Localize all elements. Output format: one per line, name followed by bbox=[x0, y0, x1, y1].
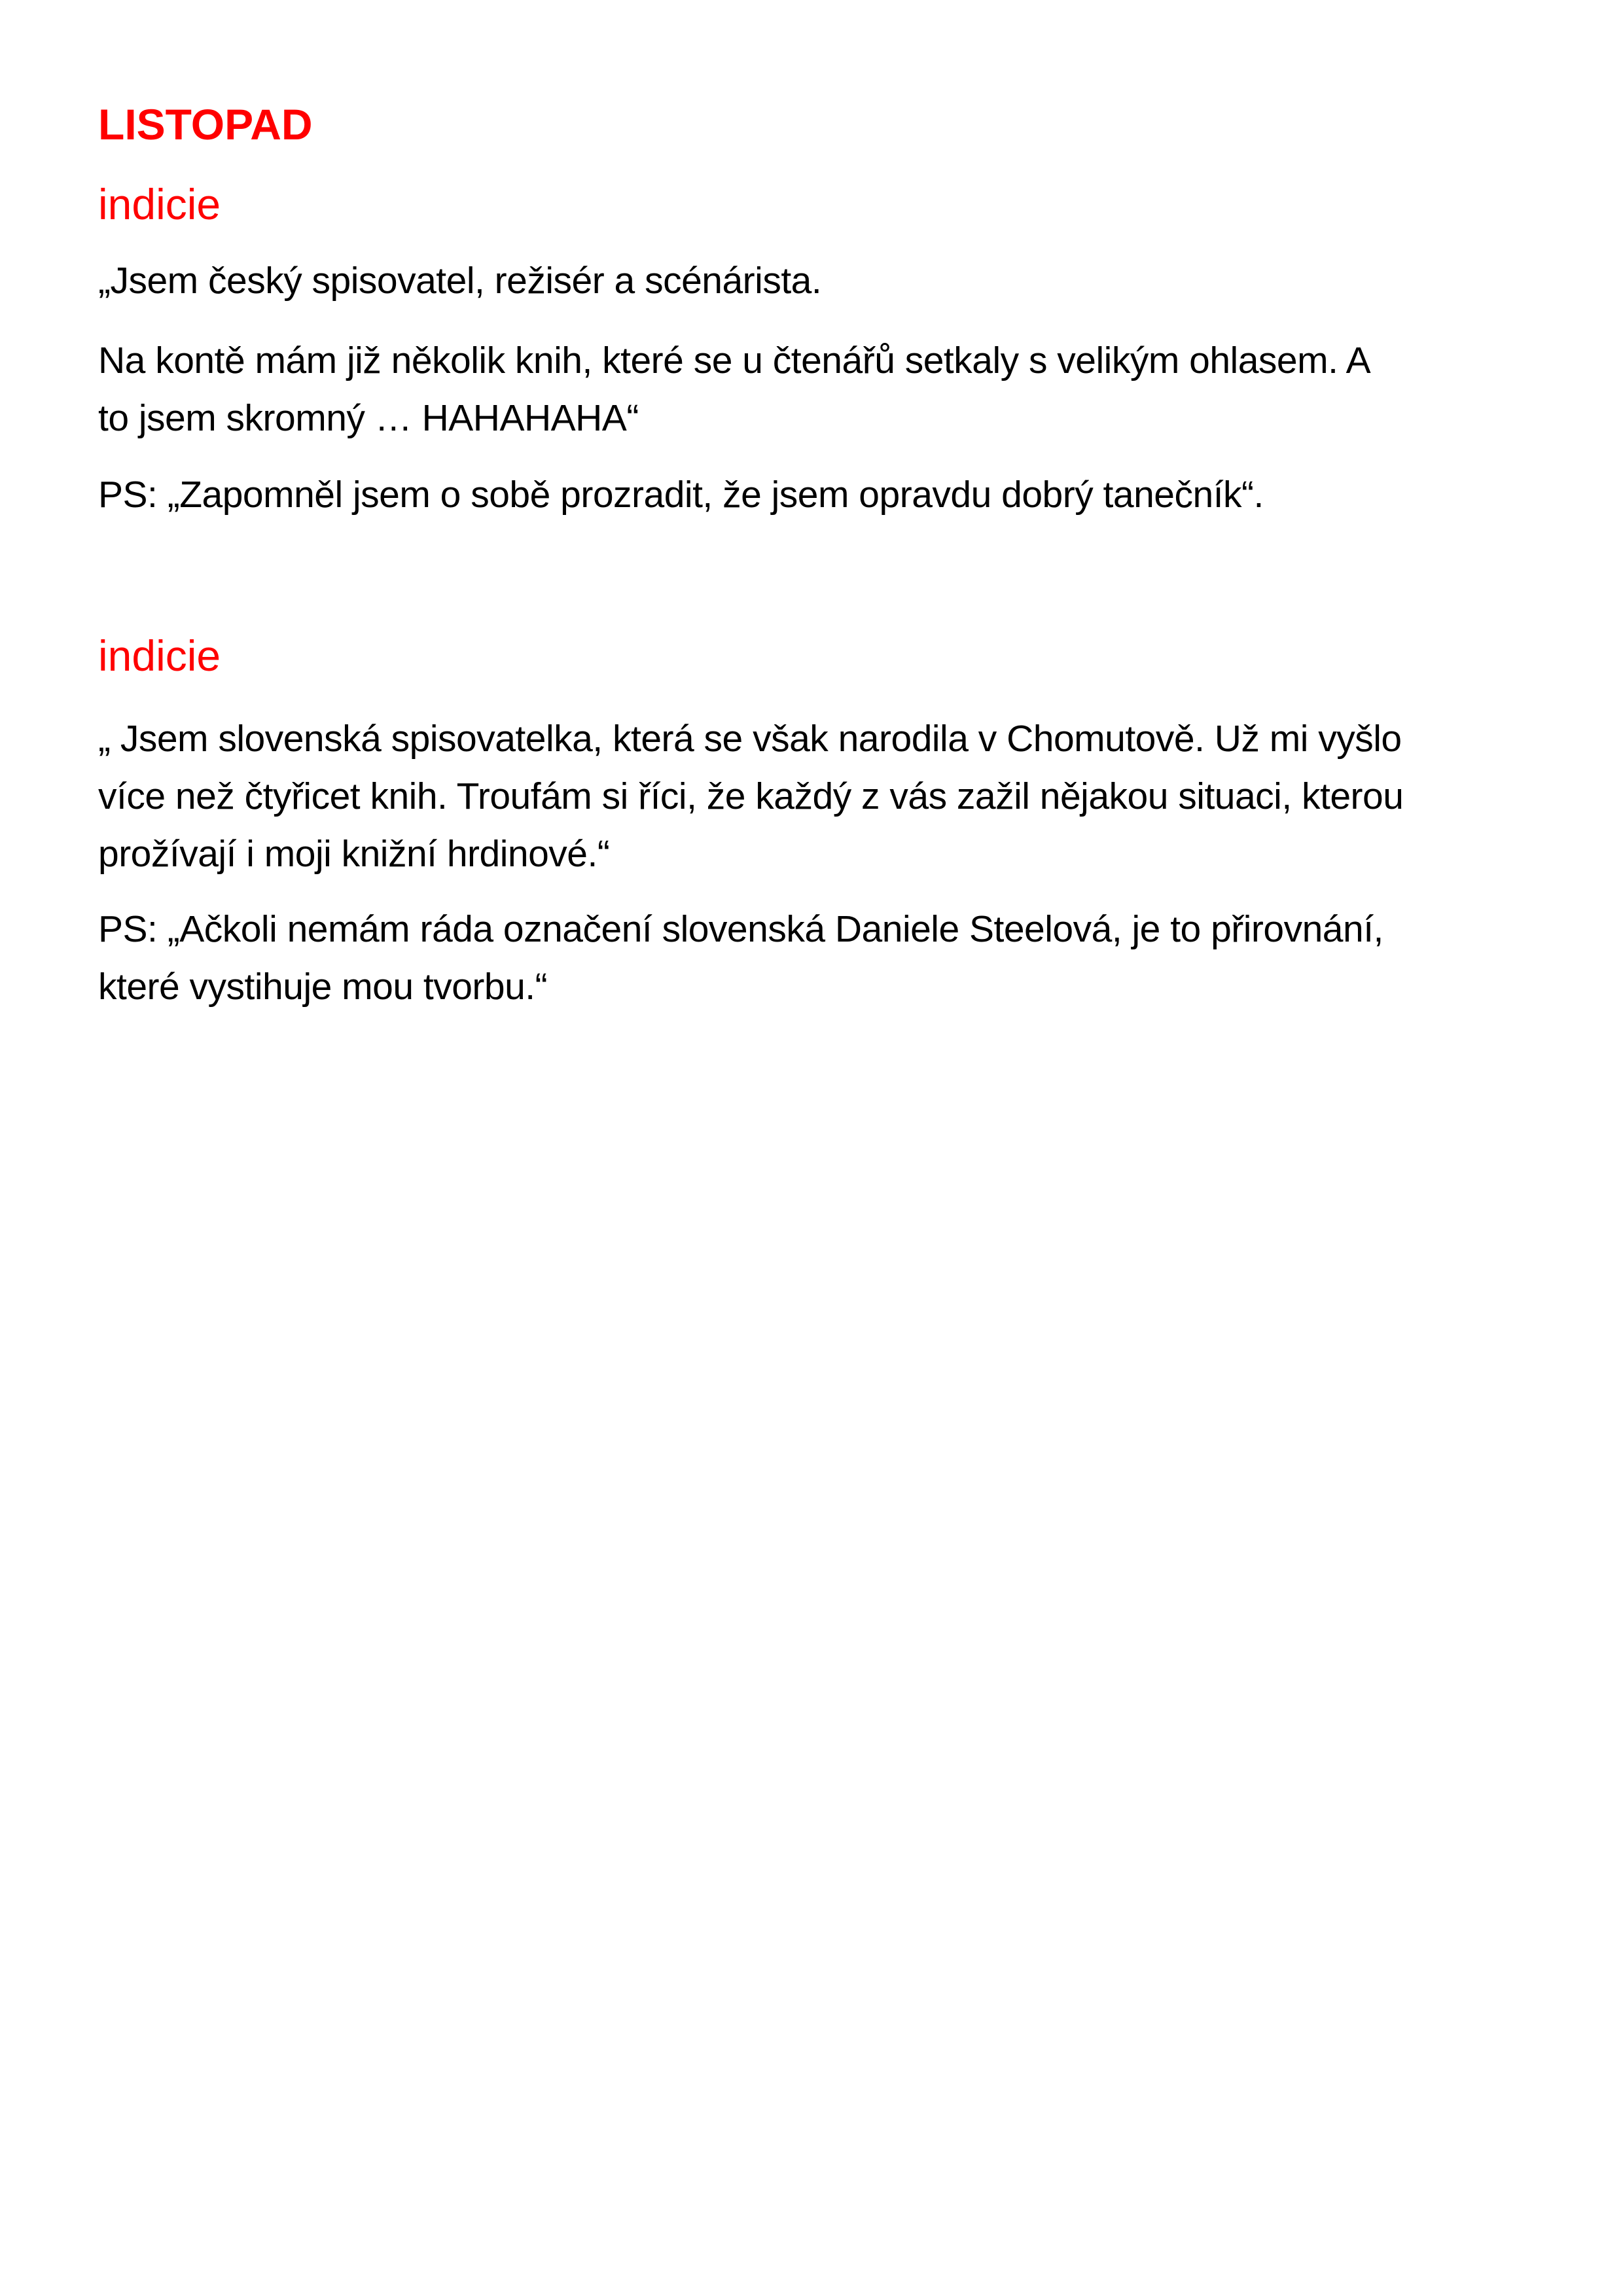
paragraph-quote-1-continued bbox=[98, 332, 1370, 447]
text-line: prožívají i moji knižní hrdinové.“ bbox=[98, 833, 610, 875]
text-line: „ Jsem slovenská spisovatelka, která se však narodila v Chomutově. Už mi vyšlo bbox=[98, 718, 1402, 760]
text-line: PS: „Zapomněl jsem o sobě prozradit, že jsem opravdu dobrý tanečník“. bbox=[98, 474, 1264, 516]
clue-label-1: indicie bbox=[98, 180, 221, 228]
paragraph-quote-2 bbox=[98, 710, 1403, 883]
text-line: PS: „Ačkoli nemám ráda označení slovenská Daniele Steelová, je to přirovnání, bbox=[98, 908, 1383, 950]
text-line: Na kontě mám již několik knih, které se u čtenářů setkaly s velikým ohlasem. A bbox=[98, 340, 1371, 381]
paragraph-quote-1 bbox=[98, 252, 821, 309]
clue-label-2: indicie bbox=[98, 631, 221, 680]
text-line: které vystihuje mou tvorbu.“ bbox=[98, 966, 548, 1008]
paragraph-ps-2 bbox=[98, 900, 1383, 1016]
text-line: více než čtyřicet knih. Troufám si říci, že každý z vás zažil nějakou situaci, kterou bbox=[98, 775, 1404, 817]
text-line: to jsem skromný … HAHAHAHA“ bbox=[98, 397, 639, 439]
text-line: „Jsem český spisovatel, režisér a scénárista. bbox=[98, 260, 822, 302]
paragraph-ps-1 bbox=[98, 466, 1264, 523]
month-heading: LISTOPAD bbox=[98, 100, 313, 149]
